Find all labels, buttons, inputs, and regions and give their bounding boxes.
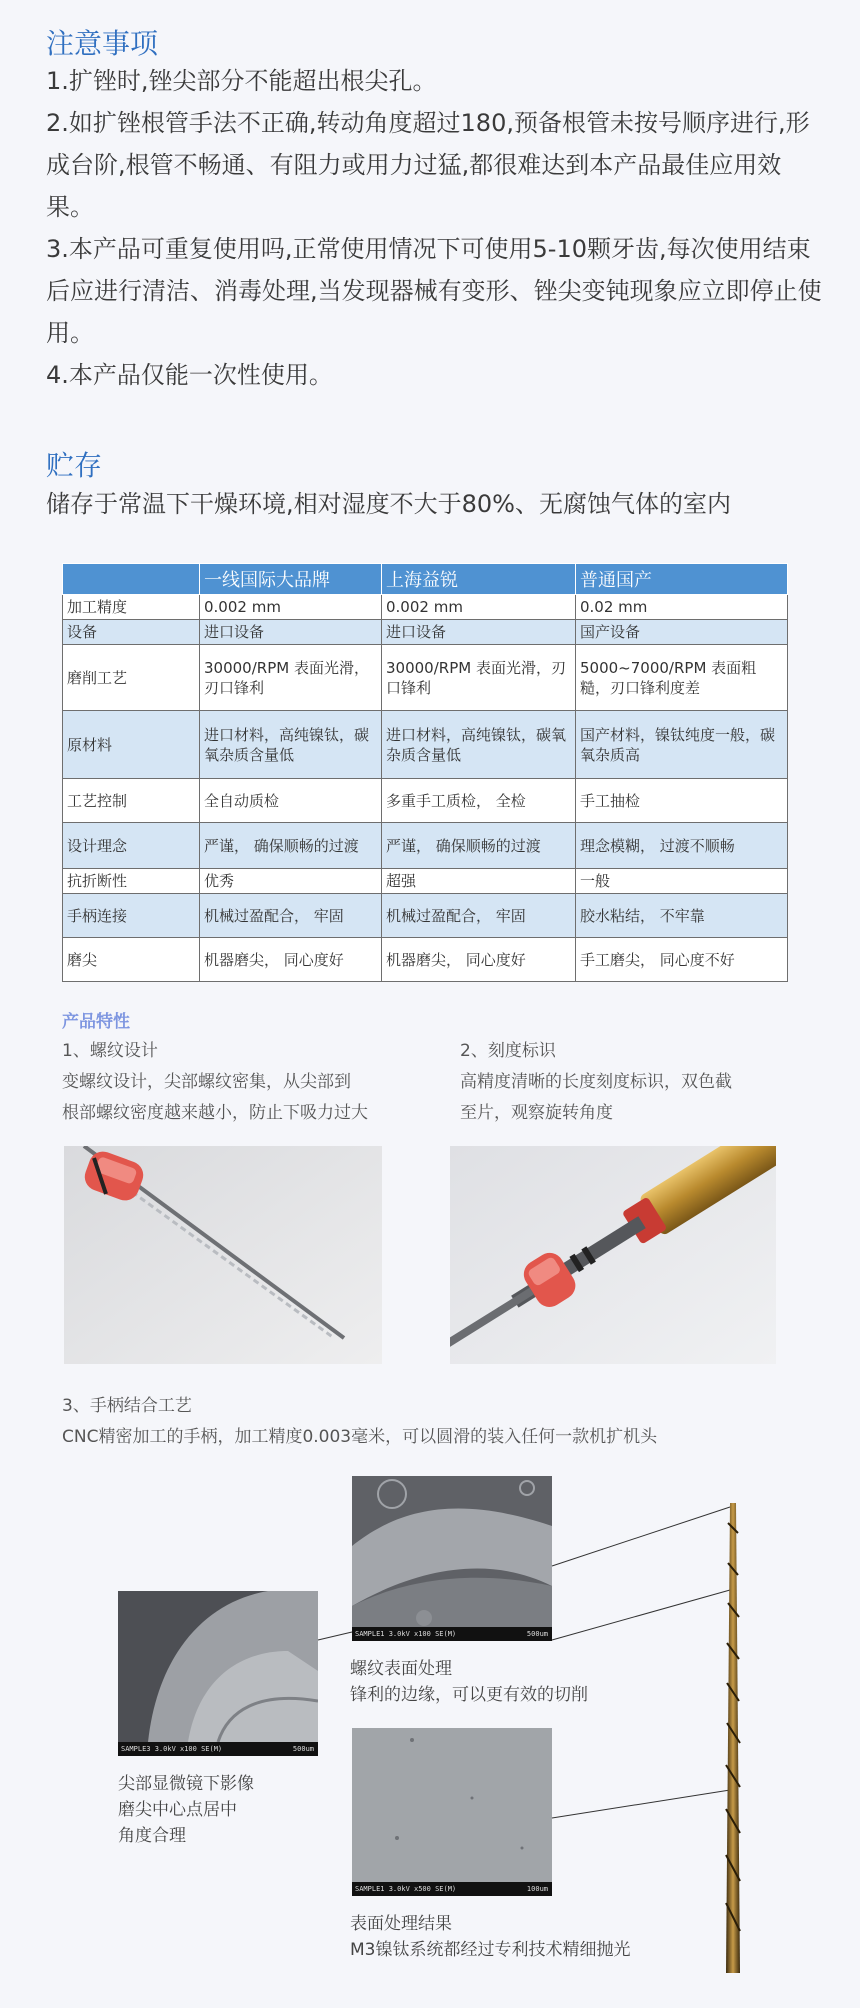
connector-line bbox=[552, 1507, 730, 1566]
sem-scale: 100um bbox=[526, 1885, 548, 1893]
row-label: 抗折断性 bbox=[63, 869, 200, 894]
caption-line: 表面处理结果 bbox=[350, 1914, 452, 1934]
caption-line: 角度合理 bbox=[118, 1826, 186, 1846]
table-cell: 30000/RPM 表面光滑，刃口锋利 bbox=[200, 645, 382, 711]
row-label: 磨削工艺 bbox=[63, 645, 200, 711]
table-cell: 机器磨尖， 同心度好 bbox=[200, 938, 382, 982]
sem-label: SAMPLE1 3.0kV x100 SE(M) bbox=[355, 1630, 457, 1638]
table-cell: 胶水粘结， 不牢靠 bbox=[576, 894, 788, 938]
caption-line: 螺纹表面处理 bbox=[350, 1659, 452, 1679]
sem-label: SAMPLE3 3.0kV x100 SE(M) bbox=[121, 1745, 223, 1753]
feature-2-line: 高精度清晰的长度刻度标识，双色截 bbox=[460, 1072, 732, 1092]
connector-line bbox=[552, 1590, 730, 1640]
table-header-cell: 普通国产 bbox=[576, 564, 788, 595]
row-label: 原材料 bbox=[63, 711, 200, 779]
note-item: 3.本产品可重复使用吗,正常使用情况下可使用5-10颗牙齿,每次使用结束后应进行清洁、消毒处理,当发现器械有变形、锉尖变钝现象应立即停止使用。 bbox=[46, 235, 822, 347]
table-cell: 进口材料，高纯镍钛，碳氧杂质含量低 bbox=[382, 711, 576, 779]
table-cell: 优秀 bbox=[200, 869, 382, 894]
feature-1-title: 1、螺纹设计 bbox=[62, 1041, 158, 1061]
caption-line: 锋利的边缘，可以更有效的切削 bbox=[350, 1685, 588, 1705]
sem-scale: 500um bbox=[292, 1745, 314, 1753]
table-cell: 机械过盈配合， 牢固 bbox=[200, 894, 382, 938]
twisted-file-graphic bbox=[718, 1503, 748, 1973]
table-cell: 0.02 mm bbox=[576, 595, 788, 620]
table-cell: 进口设备 bbox=[382, 620, 576, 645]
caption-line: M3镍钛系统都经过专利技术精细抛光 bbox=[350, 1940, 631, 1960]
row-label: 手柄连接 bbox=[63, 894, 200, 938]
feature-3-title: 3、手柄结合工艺 bbox=[62, 1396, 192, 1416]
row-label: 加工精度 bbox=[63, 595, 200, 620]
caption-line: 尖部显微镜下影像 bbox=[118, 1774, 254, 1794]
table-cell: 机械过盈配合， 牢固 bbox=[382, 894, 576, 938]
table-cell: 严谨， 确保顺畅的过渡 bbox=[382, 823, 576, 869]
table-cell: 全自动质检 bbox=[200, 779, 382, 823]
table-cell: 国产设备 bbox=[576, 620, 788, 645]
caption-line: 磨尖中心点居中 bbox=[118, 1800, 237, 1820]
table-cell: 国产材料，镍钛纯度一般，碳氧杂质高 bbox=[576, 711, 788, 779]
row-label: 设备 bbox=[63, 620, 200, 645]
table-cell: 一般 bbox=[576, 869, 788, 894]
note-item: 4.本产品仅能一次性使用。 bbox=[46, 361, 333, 389]
table-cell: 进口材料，高纯镍钛，碳氧杂质含量低 bbox=[200, 711, 382, 779]
twisted-file-image bbox=[718, 1503, 748, 1973]
connector-line bbox=[552, 1790, 730, 1818]
features-title: 产品特性 bbox=[62, 1012, 130, 1032]
storage-title: 贮存 bbox=[46, 449, 103, 482]
feature-1-line: 根部螺纹密度越来越小，防止下吸力过大 bbox=[62, 1103, 368, 1123]
storage-text: 储存于常温下干燥环境,相对湿度不大于80%、无腐蚀气体的室内 bbox=[46, 490, 731, 518]
table-header-cell: 一线国际大品牌 bbox=[200, 564, 382, 595]
feature-2-line: 至片，观察旋转角度 bbox=[460, 1103, 613, 1123]
table-cell: 理念模糊， 过渡不顺畅 bbox=[576, 823, 788, 869]
feature-2-title: 2、刻度标识 bbox=[460, 1041, 556, 1061]
row-label: 设计理念 bbox=[63, 823, 200, 869]
sem-label: SAMPLE1 3.0kV x500 SE(M) bbox=[355, 1885, 457, 1893]
table-cell: 多重手工质检， 全检 bbox=[382, 779, 576, 823]
table-cell: 机器磨尖， 同心度好 bbox=[382, 938, 576, 982]
row-label: 工艺控制 bbox=[63, 779, 200, 823]
connector-line bbox=[318, 1632, 352, 1640]
notes-title: 注意事项 bbox=[46, 27, 159, 60]
table-header-cell: 上海益锐 bbox=[382, 564, 576, 595]
table-cell: 手工抽检 bbox=[576, 779, 788, 823]
note-item: 1.扩锉时,锉尖部分不能超出根尖孔。 bbox=[46, 67, 437, 95]
feature-3-line: CNC精密加工的手柄，加工精度0.003毫米，可以圆滑的装入任何一款机扩机头 bbox=[62, 1427, 658, 1447]
table-cell: 30000/RPM 表面光滑，刃口锋利 bbox=[382, 645, 576, 711]
table-cell: 严谨， 确保顺畅的过渡 bbox=[200, 823, 382, 869]
table-cell: 超强 bbox=[382, 869, 576, 894]
table-cell: 5000~7000/RPM 表面粗糙，刃口锋利度差 bbox=[576, 645, 788, 711]
table-cell: 0.002 mm bbox=[200, 595, 382, 620]
feature-1-line: 变螺纹设计，尖部螺纹密集，从尖部到 bbox=[62, 1072, 351, 1092]
row-label: 磨尖 bbox=[63, 938, 200, 982]
table-cell: 进口设备 bbox=[200, 620, 382, 645]
note-item: 2.如扩锉根管手法不正确,转动角度超过180,预备根管未按号顺序进行,形成台阶,根管不畅通、有阻力或用力过猛,都很难达到本产品最佳应用效果。 bbox=[46, 109, 810, 221]
table-cell: 0.002 mm bbox=[382, 595, 576, 620]
sem-scale: 500um bbox=[526, 1630, 548, 1638]
table-cell: 手工磨尖， 同心度不好 bbox=[576, 938, 788, 982]
